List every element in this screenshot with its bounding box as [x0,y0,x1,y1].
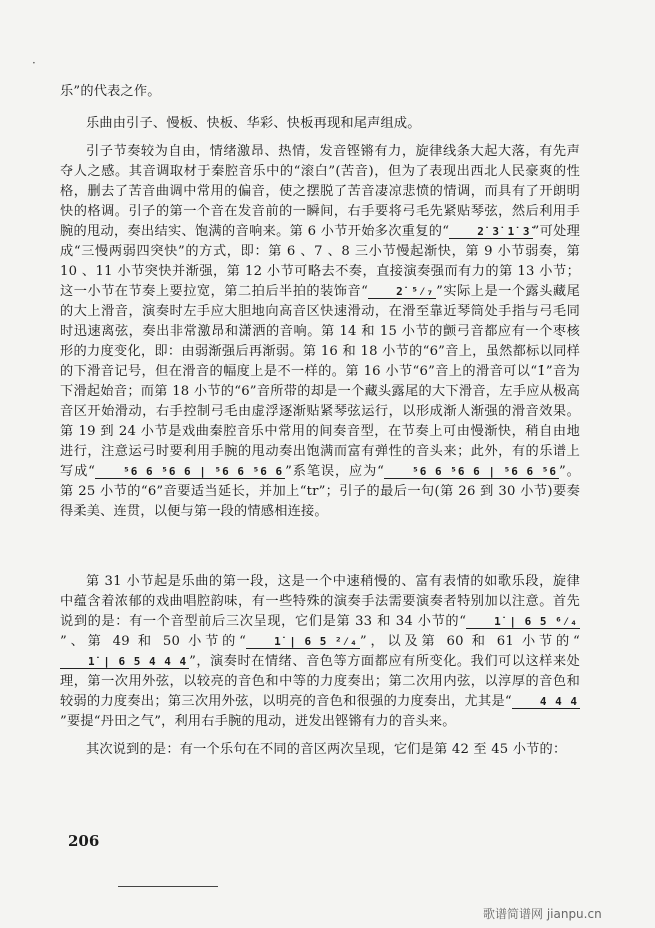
footer-rule [118,886,218,887]
body-text-top [60,82,580,522]
section-text-2: ”、第 49 和 50 小节的“ [60,634,247,649]
score-snippet-correct: ⁵6 6 ⁵6 6 | ⁵6 6 ⁵6 [384,465,559,479]
score-snippet-repeat: 2̇ 3̇ 1̇ 3̇ [449,225,532,239]
section-text-3: ”，以及第 60 和 61 小节的“ [359,634,580,649]
intro-text-4: ”系笔误，应为“ [285,464,385,479]
paragraph-second-point: 其次说到的是：有一个乐句在不同的音区两次呈现，它们是第 42 至 45 小节的： [86,742,567,757]
intro-text-2: ”可处理成“三慢两弱四突快”的方式，即：第 6 、7 、8 三小节慢起渐快，第 9 小节弱奏，第 10 、11 小节突快并渐强，第 12 小节可略去不奏，直接演奏强而有力的第 13 小节；这一小节在节奏上要拉宽，第二拍后半拍的装饰音“ [60,224,581,299]
section-text-5: ”要提“丹田之气”，利用右手腕的甩动，迸发出铿锵有力的音头来。 [60,714,456,729]
score-snippet-wrong: ⁵6 6 ⁵6 6 | ⁵6 6 ⁵6 6 [95,465,285,479]
intro-text-5: ”。第 25 小节的“6”音要适当延长，并加上“tr”；引子的最后一句(第 26 到 30 小节)要奏得柔美、连贯，以便与第一段的情感相连接。 [60,464,580,519]
paragraph-structure: 乐曲由引子、慢板、快板、华彩、快板再现和尾声组成。 [86,116,421,131]
corner-mark: · [32,56,36,70]
paragraph-continuation: 乐”的代表之作。 [60,84,161,99]
paragraph-first-section [60,572,580,732]
body-text-bottom [60,572,580,760]
paragraph-introduction [60,142,580,522]
intro-text-3: ”实际上是一个露头藏尾的大上滑音，演奏时左手应大胆地向高音区快速滑动，在滑至靠近琴筒处手指与弓毛同时迅速离弦，奏出非常激昂和潇洒的音响。第 14 和 15 小节的颤弓音都应有一个枣核形的力度变化，即：由弱渐强后再渐弱。第 16 和 18 小节的“6”音上，虽然都标以同样的下滑音记号，但在滑音的幅度上是不一样的。第 16 小节“6”音上的滑音可以“1̇”音为下滑起始音；而第 18 小节的“6”音所带的却是一个藏头露尾的大下滑音，左手应从极高音区开始滑动，右手控制弓毛由虚浮逐渐贴紧琴弦运行，以形成渐人渐强的滑音效果。第 19 到 24 小节是戏曲秦腔音乐中常用的间奏音型，在节奏上可由慢渐快，稍自由地进行，注意运弓时要利用手腕的甩动奏出饱满而富有弹性的音头来；此外，有的乐谱上写成“ [60,284,580,479]
section-text-1: 第 31 小节起是乐曲的第一段，这是一个中速稍慢的、富有表情的如歌乐段，旋律中蕴含着浓郁的戏曲唱腔韵味，有一些特殊的演奏手法需要演奏者特别加以注意。首先说到的是：有一个音型前后三次呈现，它们是第 33 和 34 小节的“ [60,574,580,629]
intro-text-1: 引子节奏较为自由，情绪激昂、热情，发音铿锵有力，旋律线条大起大落，有先声夺人之感。其音调取材于秦腔音乐中的“滚白”(苦音)，但为了表现出西北人民豪爽的性格，删去了苦音曲调中常用的偏音，使之摆脱了苦音凄凉悲愤的情调，而具有了开朗明快的格调。引子的第一个音在发音前的一瞬间，右手要将弓毛先紧贴琴弦，然后利用手腕的甩动，奏出结实、饱满的音响来。第 6 小节开始多次重复的“ [60,144,580,239]
page-number: 206 [68,832,100,850]
score-snippet-accent: 4 4 4 [512,695,580,709]
score-snippet-bars-49-50: 1̇ | 6 5 ²⁄₄ [246,635,360,649]
section-text-4: ”，演奏时在情绪、音色等方面都应有所变化。我们可以这样来处理，第一次用外弦，以较亮的音色和中等的力度奏出；第二次用内弦，以淳厚的音色和较弱的力度奏出；第三次用外弦，以明亮的音色和很强的力度奏出，尤其是“ [60,654,580,709]
score-snippet-grace: 2̇ ⁵⁄₇ [368,285,436,299]
watermark-text: 歌谱简谱网 jianpu.cn [483,907,602,921]
score-snippet-bars-60-61: 1̇ | 6 5 4 4 4 [60,655,189,669]
score-snippet-bars-33-34: 1̇ | 6 5 ⁶⁄₄ [466,615,580,629]
